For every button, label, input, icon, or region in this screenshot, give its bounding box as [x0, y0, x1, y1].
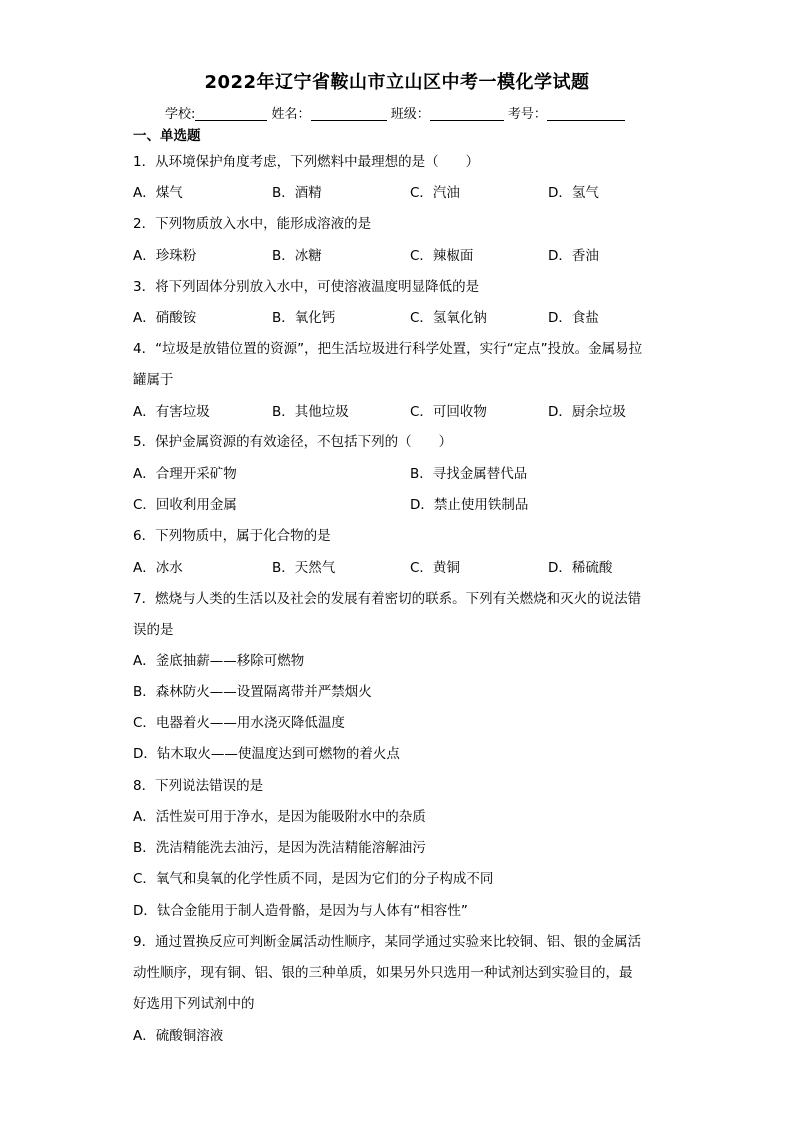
option-d: D．钻木取火——使温度达到可燃物的着火点 [133, 746, 400, 762]
question-stem-continued: 误的是 [133, 622, 174, 638]
option-c: C．黄铜 [410, 560, 460, 576]
option-a: A．合理开采矿物 [133, 466, 237, 482]
option-b: B．洗洁精能洗去油污，是因为洗洁精能溶解油污 [133, 840, 426, 856]
option-c: C．电器着火——用水浇灭降低温度 [133, 715, 345, 731]
question-stem: 6．下列物质中，属于化合物的是 [133, 528, 331, 544]
option-b: B．天然气 [272, 560, 336, 576]
option-a: A．硫酸铜溶液 [133, 1028, 224, 1044]
question-stem: 7．燃烧与人类的生活以及社会的发展有着密切的联系。下列有关燃烧和灭火的说法错 [133, 591, 642, 607]
option-c: C．回收利用金属 [133, 497, 237, 513]
option-a: A．活性炭可用于净水，是因为能吸附水中的杂质 [133, 809, 426, 825]
option-c: C．汽油 [410, 185, 460, 201]
option-d: D．稀硫酸 [548, 560, 613, 576]
option-a: A．煤气 [133, 185, 183, 201]
question-stem: 3．将下列固体分别放入水中，可使溶液温度明显降低的是 [133, 279, 480, 295]
question-stem: 1．从环境保护角度考虑，下列燃料中最理想的是（ ） [133, 154, 480, 170]
option-c: C．辣椒面 [410, 248, 474, 264]
page-title: 2022年辽宁省鞍山市立山区中考一模化学试题 [204, 72, 590, 93]
option-a: A．釜底抽薪——移除可燃物 [133, 653, 305, 669]
question-stem-continued: 动性顺序，现有铜、铝、银的三种单质，如果另外只选用一种试剂达到实验目的，最 [133, 965, 633, 981]
option-b: B．森林防火——设置隔离带并严禁烟火 [133, 684, 372, 700]
section-title: 一、单选题 [133, 128, 201, 144]
name-blank[interactable] [311, 106, 387, 121]
student-info-row [165, 103, 625, 122]
option-a: A．硝酸铵 [133, 310, 197, 326]
question-stem: 2．下列物质放入水中，能形成溶液的是 [133, 216, 372, 232]
class-label: 班级： [390, 107, 430, 122]
option-b: B．其他垃圾 [272, 404, 349, 420]
option-d: D．钛合金能用于制人造骨骼，是因为与人体有“相容性” [133, 903, 468, 919]
option-d: D．禁止使用铁制品 [410, 497, 529, 513]
question-stem: 5．保护金属资源的有效途径，不包括下列的（ ） [133, 434, 453, 450]
option-a: A．有害垃圾 [133, 404, 210, 420]
option-d: D．香油 [548, 248, 599, 264]
option-b: B．酒精 [272, 185, 322, 201]
question-stem: 8．下列说法错误的是 [133, 778, 264, 794]
option-b: B．氧化钙 [272, 310, 336, 326]
option-d: D．厨余垃圾 [548, 404, 626, 420]
number-label: 考号： [507, 107, 547, 122]
name-label: 姓名： [271, 107, 311, 122]
number-blank[interactable] [547, 106, 625, 121]
class-blank[interactable] [430, 106, 504, 121]
question-stem-continued: 罐属于 [133, 372, 174, 388]
option-c: C．可回收物 [410, 404, 487, 420]
option-b: B．冰糖 [272, 248, 322, 264]
option-d: D．氢气 [548, 185, 599, 201]
option-d: D．食盐 [548, 310, 599, 326]
option-b: B．寻找金属替代品 [410, 466, 528, 482]
option-a: A．珍珠粉 [133, 248, 197, 264]
option-c: C．氧气和臭氧的化学性质不同，是因为它们的分子构成不同 [133, 871, 494, 887]
question-stem: 9．通过置换反应可判断金属活动性顺序，某同学通过实验来比较铜、铝、银的金属活 [133, 934, 642, 950]
question-stem-continued: 好选用下列试剂中的 [133, 996, 255, 1012]
school-label: 学校: [165, 107, 196, 122]
option-a: A．冰水 [133, 560, 183, 576]
question-stem: 4．“垃圾是放错位置的资源”，把生活垃圾进行科学处置，实行“定点”投放。金属易拉 [133, 341, 643, 357]
school-blank[interactable] [195, 106, 267, 121]
option-c: C．氢氧化钠 [410, 310, 487, 326]
